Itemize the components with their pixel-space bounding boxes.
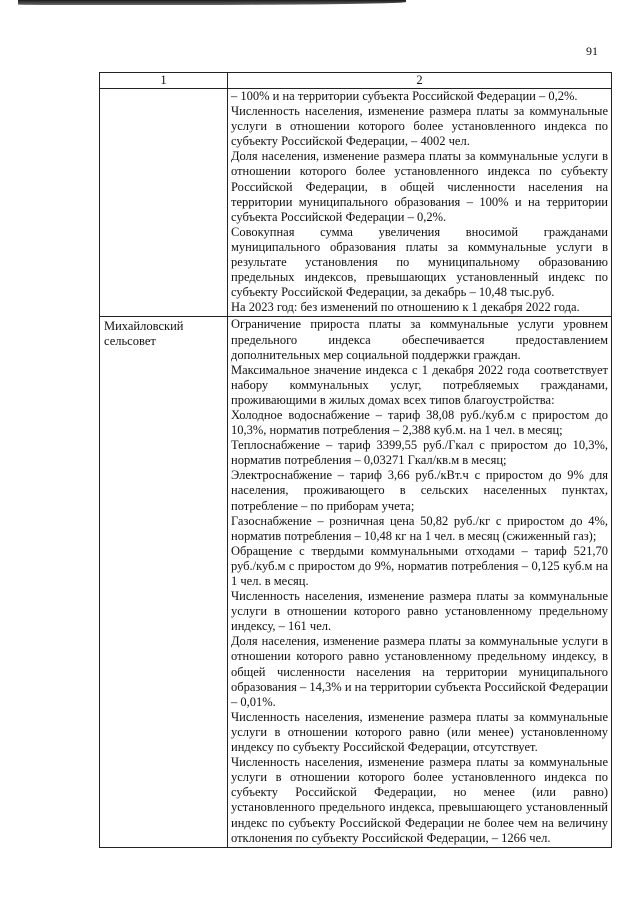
paragraph: Электроснабжение – тариф 3,66 руб./кВт.ч с приростом до 9% для населения, проживающего в сельских населенных пунктах, потребление – по приборам учета; — [231, 468, 608, 513]
paragraph: Холодное водоснабжение – тариф 38,08 руб./куб.м с приростом до 10,3%, норматив потребления – 2,388 куб.м. на 1 чел. в месяц; — [231, 407, 608, 438]
paragraph: – 100% и на территории субъекта Российской Федерации – 0,2%. — [231, 89, 578, 103]
municipality-cell — [100, 89, 228, 317]
table-row — [100, 89, 612, 317]
paragraph: Максимальное значение индекса с 1 декабря 2022 года соответствует набору коммунальных услуг, потребляемых гражданами, проживающими в жилых домах всех типов благоустройства: — [231, 362, 608, 407]
paragraph: Численность населения, изменение размера платы за коммунальные услуги в отношении которого более установленного индекса по субъекту Российской Федерации, но менее (или равно) установленного предельного индекса, превышающего установленный индекс по субъекту Российской Федерации не более чем на величину отклонения по субъекту Российской Федерации, – 1266 чел. — [231, 755, 608, 845]
paragraph: Доля населения, изменение размера платы за коммунальные услуги в отношении которого равно установленному предельному индексу, в общей численности населения на территории муниципального образования – 14,3% и на территории субъекта Российской Федерации – 0,01%. — [231, 634, 609, 709]
description-cell — [228, 89, 612, 317]
paragraph: Обращение с твердыми коммунальными отходами – тариф 521,70 руб./куб.м с приростом до 9%, норматив потребления – 0,125 куб.м на 1 чел. в месяц. — [231, 543, 608, 588]
paragraph: Доля населения, изменение размера платы за коммунальные услуги в отношении которого более установленного индекса по субъекту Российской Федерации, в общей численности населения на территории муниципального образования – 100% и на территории субъекта Российской Федерации – 0,2%. — [231, 149, 608, 224]
column-header: 2 — [228, 73, 612, 89]
paragraph: Теплоснабжение – тариф 3399,55 руб./Гкал с приростом до 10,3%, норматив потребления – 0,03271 Гкал/кв.м в месяц; — [231, 438, 608, 468]
paragraph: Газоснабжение – розничная цена 50,82 руб./кг с приростом до 4%, норматив потребления – 10,48 кг на 1 чел. в месяц (сжиженный газ); — [231, 513, 608, 543]
paragraph: Ограничение прироста платы за коммунальные услуги уровнем предельного индекса обеспечивается предоставлением дополнительных мер социальной поддержки граждан. — [231, 317, 608, 362]
paragraph: Численность населения, изменение размера платы за коммунальные услуги в отношении которого более установленного индекса по субъекту Российской Федерации, – 4002 чел. — [231, 104, 608, 149]
description-cell — [228, 317, 612, 847]
municipality-cell: Михайловский сельсовет — [100, 317, 228, 847]
page-number: 91 — [586, 44, 598, 58]
scan-artifact — [18, 0, 406, 5]
paragraph: Совокупная сумма увеличения вносимой гражданами муниципального образования платы за коммунальные услуги в результате установления по муниципальному образованию предельных индексов, превышающих установленный индекс по субъекту Российской Федерации, за декабрь – 10,48 тыс.руб. — [231, 224, 608, 300]
paragraph: Численность населения, изменение размера платы за коммунальные услуги в отношении которого равно установленному предельному индексу, – 161 чел. — [231, 589, 608, 634]
data-table — [99, 72, 612, 848]
table-row — [100, 317, 612, 847]
paragraph: Численность населения, изменение размера платы за коммунальные услуги в отношении которого равно (или менее) установленному индексу по субъекту Российской Федерации, отсутствует. — [231, 709, 608, 755]
paragraph: На 2023 год: без изменений по отношению к 1 декабря 2022 года. — [231, 300, 580, 315]
column-header: 1 — [100, 73, 228, 89]
table-header-row — [100, 73, 612, 89]
